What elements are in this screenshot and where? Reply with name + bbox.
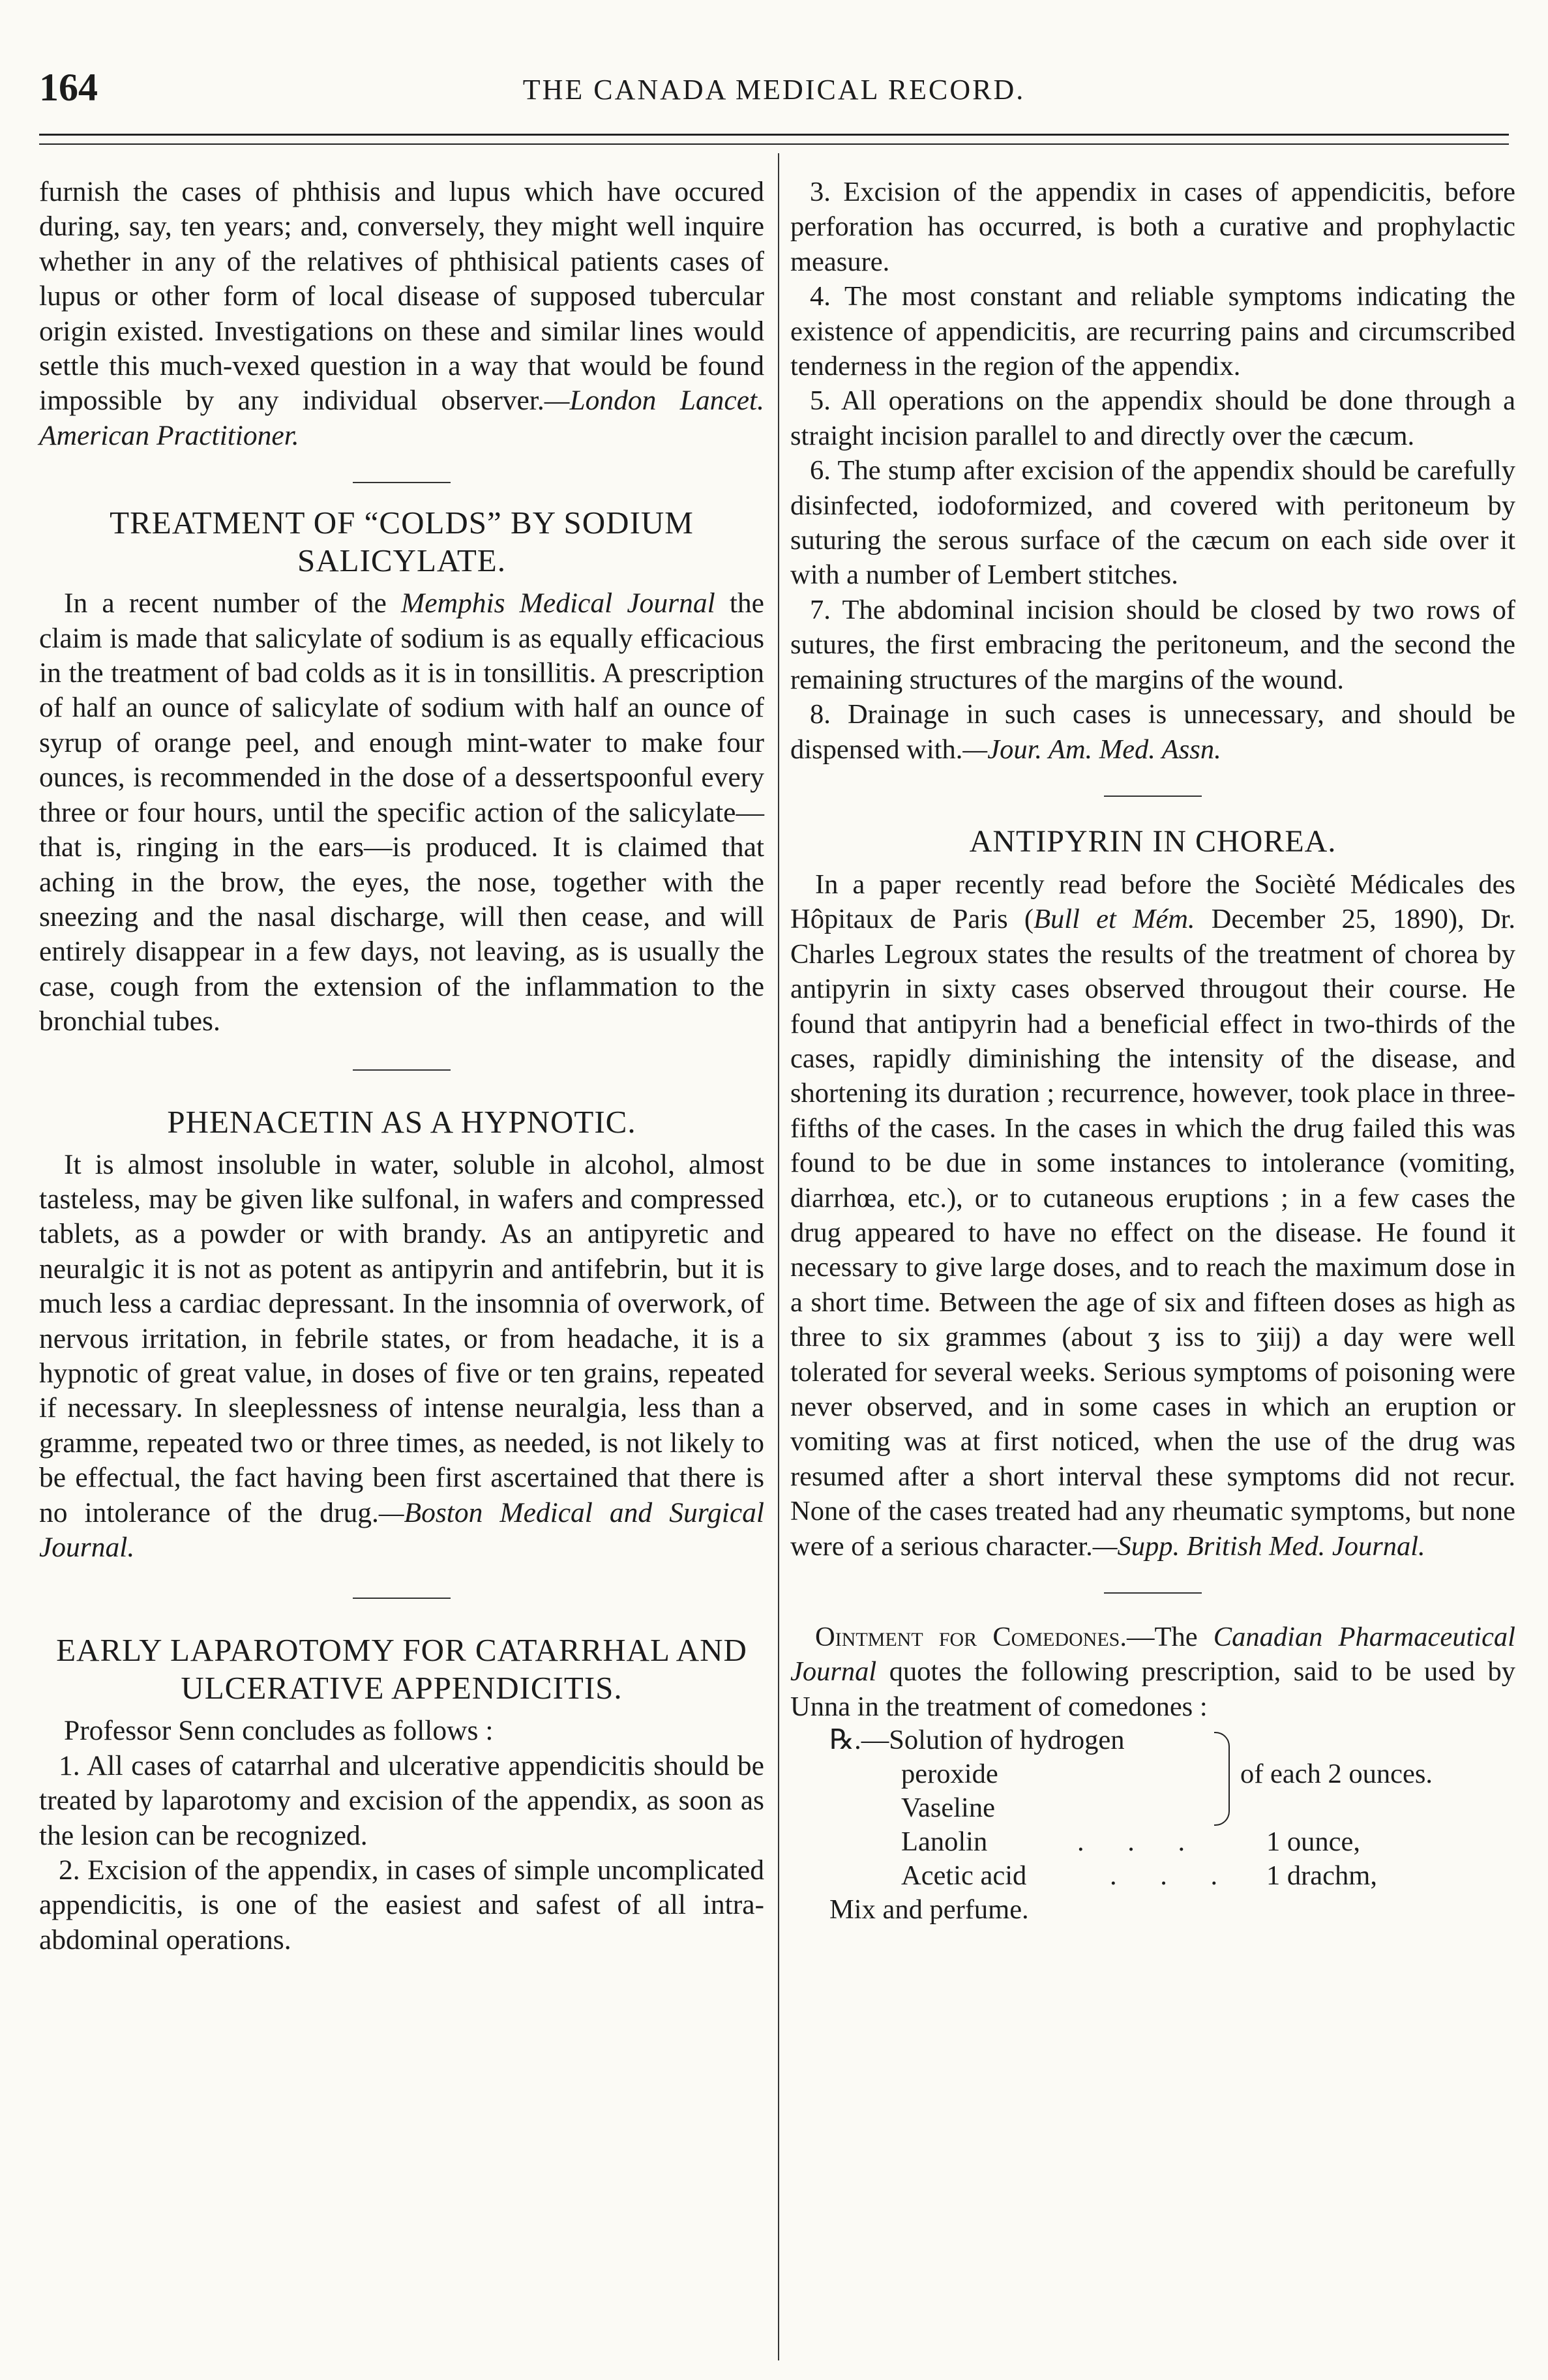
article-comedones: Ointment for Comedones.—The Canadian Pharmaceutical Journal quotes the following prescription, said to be used by Unna in the treatment of comedones : [790,1622,1515,1722]
list-item: 3. Excision of the appendix in cases of appendicitis, before perforation has occurred, is both a curative and prophylactic measure. [790,177,1515,277]
page-number: 164 [39,66,98,109]
rx-instruction: Mix and perfume. [829,1894,1029,1926]
article-sodium-salicylate: In a recent number of the Memphis Medical Journal the claim is made that salicylate of sodium is as equally efficacious in the treatment of bad colds as it is in tonsillitis. A prescription of half an ounce of salicylate of sodium with half an ounce of syrup of orange peel, and enough mint-water to make four ounces, is recommended in the dose of a dessertspoonful every three or four hours, until the specific action of the salicylate—that is, ringing in the ears—is produced. It is claimed that aching in the brow, the eyes, the nose, together with the sneezing and the nasal discharge, will then cease, and will entirely disappear in a few days, not leaving, as is usually the case, cough from the extension of the inflammation to the bronchial tubes. [39,588,764,1037]
rx-brace-quantity: of each 2 ounces. [1240,1759,1433,1790]
brace [1214,1732,1230,1826]
prescription [790,1724,1515,1939]
list-item: 4. The most constant and reliable symptoms indicating the existence of appendicitis, are recurring pains and circumscribed tenderness in the region of the appendix. [790,281,1515,382]
rx-leader-dots: . . . [1077,1826,1204,1858]
run-in-title: Ointment for Comedones. [815,1622,1127,1653]
rx-lanolin-quantity: 1 ounce, [1266,1826,1360,1858]
article-phenacetin: It is almost insoluble in water, soluble in alcohol, almost tasteless, may be given like sulfonal, in wafers and compressed tablets, as a powder or with brandy. As an antipyretic and neuralgic it is not as potent as antipyrin and antifebrin, but it is much less a cardiac depressant. In the insomnia of overwork, of nervous irritation, in febrile states, or from headache, it is a hypnotic of great value, in doses of five or ten grains, repeated if necessary. In sleeplessness of intense neuralgia, less than a gramme, repeated two or three times, as needed, is not likely to be effectual, the fact having been first ascertained that there is no intolerance of the drug.—Boston Medical and Surgical Journal. [39,1148,764,1563]
continued-paragraph: furnish the cases of phthisis and lupus which have occured during, say, ten years; and, conversely, they might well inquire whether in any of the relatives of phthisical patients cases of lupus or other form of local disease of supposed tubercular origin existed. Investigations on these and similar lines would settle this much-vexed question in a way that would be found impossible by any individual observer.—London Lancet. American Practitioner. [39,176,764,451]
source-citation: —London Lancet. American Practitioner. [39,385,764,451]
heading-antipyrin: ANTIPYRIN IN CHOREA. [969,824,1337,859]
list-item: 1. All cases of catarrhal and ulcerative appendicitis should be treated by laparotomy and excision of the appendix, as soon as the lesion can be recognized. [39,1749,764,1851]
running-head [39,65,1509,117]
rx-line-vaseline: Vaseline [901,1792,995,1824]
heading-phenacetin: PHENACETIN AS A HYPNOTIC. [167,1103,636,1140]
rx-line-acetic: Acetic acid [901,1860,1027,1892]
journal-title: THE CANADA MEDICAL RECORD. [522,74,1026,106]
rx-line-lanolin: Lanolin [901,1826,988,1858]
list-item: 6. The stump after excision of the appendix should be carefully disinfected, iodoformized, and covered with peritoneum by suturing the serous surface of the cæcum on each side over it with a number of Lembert stitches. [790,455,1515,591]
column-divider [778,153,779,2360]
rx-leader-dots: . . . [1110,1860,1236,1892]
article-antipyrin: In a paper recently read before the Socièté Médicales des Hôpitaux de Paris (Bull et Mém. December 25, 1890), Dr. Charles Legroux states the results of the treatment of chorea by antipyrin in sixty cases observed througout their course. He found that antipyrin had a beneficial effect in two-thirds of the cases, rapidly diminishing the intensity of the disease, and shortening its duration ; recurrence, however, took place in three-fifths of the cases. In the cases in which the drug failed this was found to be due in some instances to intolerance (vomiting, diarrhœa, etc.), or to cutaneous eruptions ; in a few cases the drug appeared to have no effect on the disease. He found it necessary to give large doses, and to reach the maximum dose in a short time. Between the age of six and fifteen doses as high as three to six grammes (about ʒ iss to ʒiij) a day were well tolerated for several weeks. Serious symptoms of poisoning were never observed, and in some cases in which an eruption or vomiting was at first noticed, when the use of the drug was resumed after a short interval these symptoms did not recur. None of the cases treated had any rheumatic symptoms, but none were of a serious character.—Supp. British Med. Journal. [790,869,1515,1562]
list-item: 7. The abdominal incision should be closed by two rows of sutures, the first embracing the peritoneum, and the second the remaining structures of the margins of the wound. [790,594,1515,695]
list-item: 8. Drainage in such cases is unnecessary, and should be dispensed with.—Jour. Am. Med. Assn. [790,699,1515,765]
heading-laparotomy: EARLY LAPAROTOMY FOR CATARRHAL AND ULCERATIVE APPENDICITIS. [56,1632,747,1706]
header-double-rule [39,134,1509,145]
rx-acetic-quantity: 1 drachm, [1266,1860,1377,1892]
source-citation: —Supp. British Med. Journal. [1092,1530,1425,1562]
left-column [39,175,764,1957]
source-citation: —Jour. Am. Med. Assn. [962,734,1221,765]
list-item: 2. Excision of the appendix, in cases of simple uncomplicated appendicitis, is one of the easiest and safest of all intra-abdominal operations. [39,1854,764,1956]
source-citation: —Boston Medical and Surgical Journal. [39,1496,764,1563]
right-column [790,175,1515,1939]
heading-sodium-salicylate: TREATMENT OF “COLDS” BY SODIUM SALICYLATE. [110,505,694,579]
list-item: 5. All operations on the appendix should be done through a straight incision parallel to and directly over the cæcum. [790,385,1515,451]
rx-line-peroxide: peroxide [901,1759,998,1790]
rx-line-hydrogen: ℞.—Solution of hydrogen [829,1725,1125,1756]
laparotomy-intro: Professor Senn concludes as follows : [64,1715,494,1747]
